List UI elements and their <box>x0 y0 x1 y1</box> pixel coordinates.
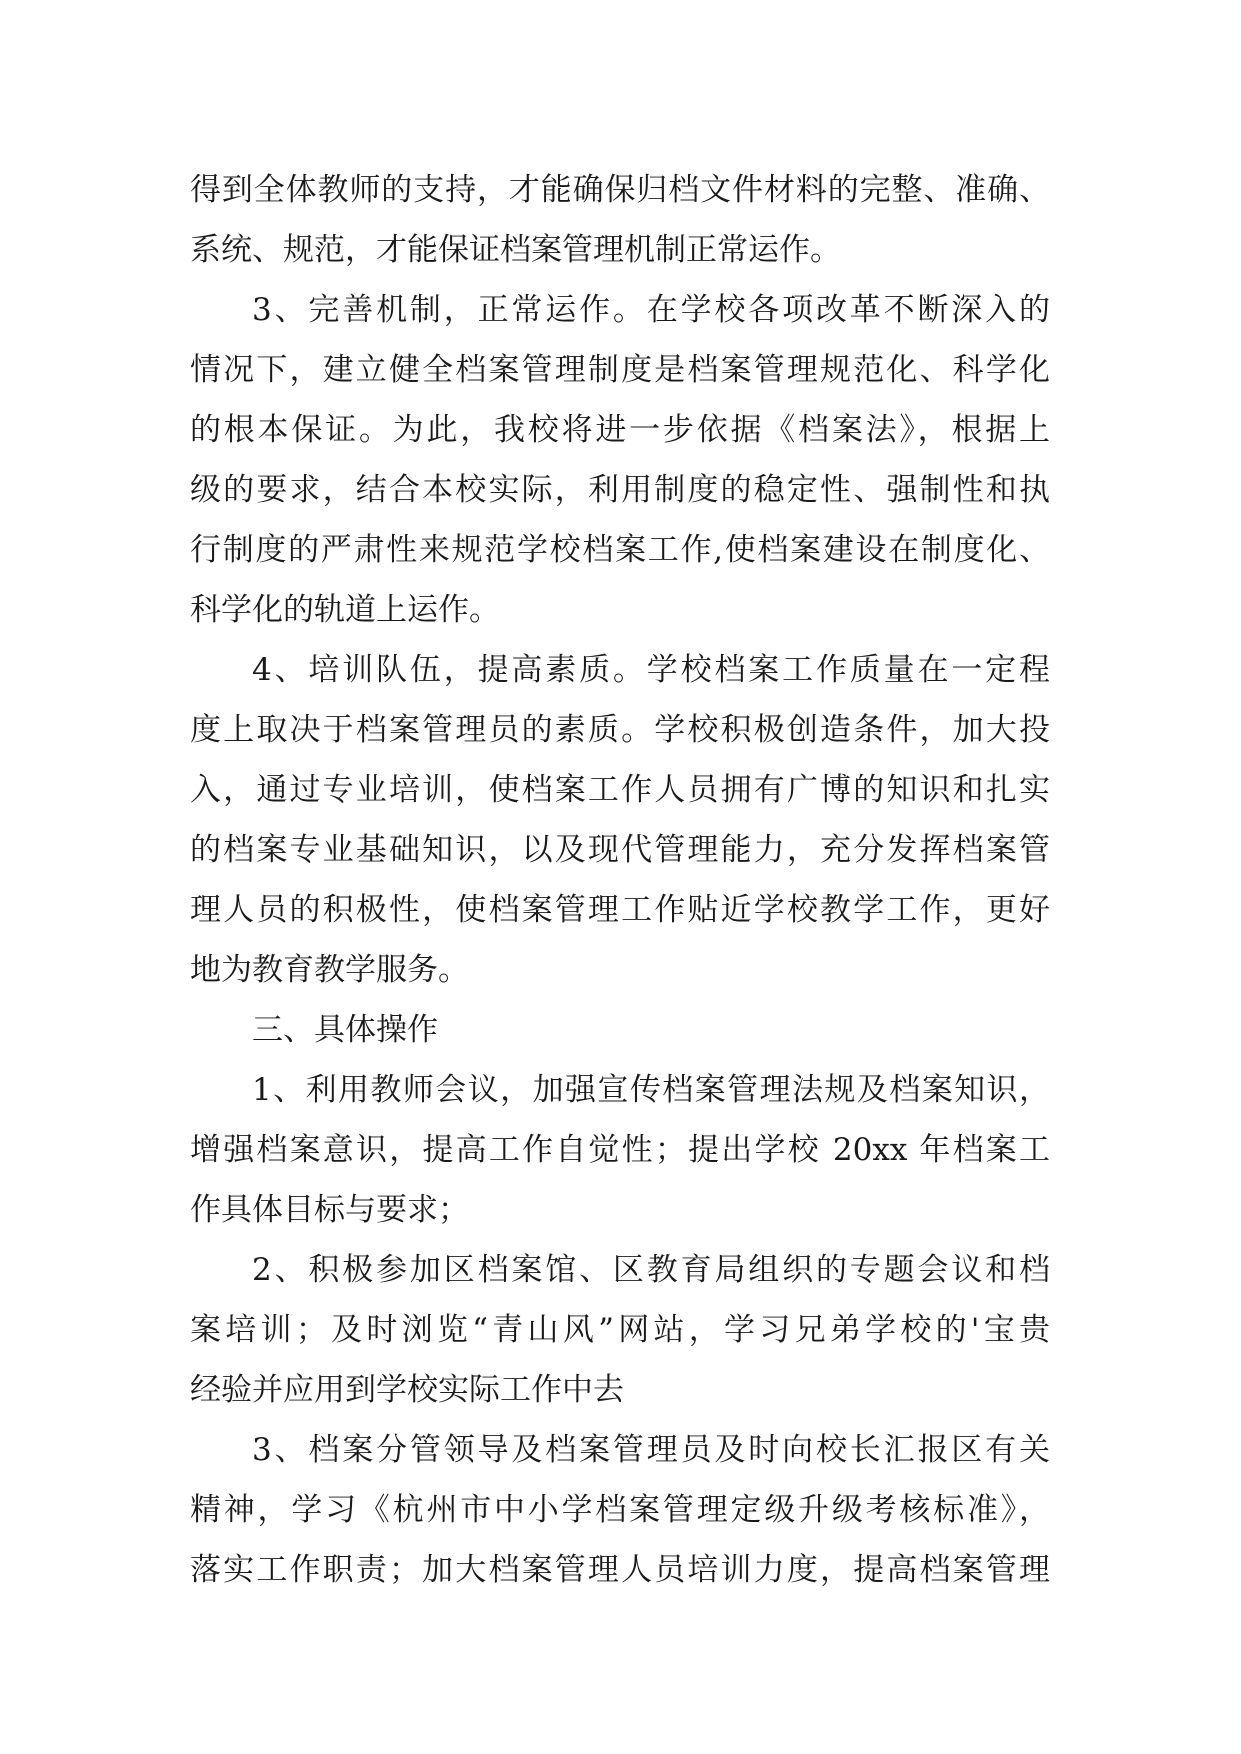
text-line: 得到全体教师的支持，才能确保归档文件材料的完整、准确、 <box>190 172 1050 208</box>
text-line: 级的要求，结合本校实际，利用制度的稳定性、强制性和执 <box>190 472 1050 508</box>
text-line: 3、完善机制，正常运作。在学校各项改革不断深入的 <box>252 292 1050 328</box>
text-line: 情况下，建立健全档案管理制度是档案管理规范化、科学化 <box>190 352 1050 388</box>
text-line: 4、培训队伍，提高素质。学校档案工作质量在一定程 <box>252 652 1050 688</box>
text-line: 精神，学习《杭州市中小学档案管理定级升级考核标准》， <box>190 1492 1050 1528</box>
text-line: 入，通过专业培训，使档案工作人员拥有广博的知识和扎实 <box>190 772 1050 808</box>
document-body <box>190 160 1050 1600</box>
text-line: 理人员的积极性，使档案管理工作贴近学校教学工作，更好 <box>190 892 1050 928</box>
section-heading: 三、具体操作 <box>252 1012 438 1048</box>
text-line: 1、利用教师会议，加强宣传档案管理法规及档案知识， <box>252 1072 1050 1108</box>
text-line: 落实工作职责；加大档案管理人员培训力度，提高档案管理 <box>190 1552 1050 1588</box>
text-line: 系统、规范，才能保证档案管理机制正常运作。 <box>190 232 841 268</box>
text-line: 的根本保证。为此，我校将进一步依据《档案法》，根据上 <box>190 412 1050 448</box>
text-line: 增强档案意识，提高工作自觉性；提出学校 20xx 年档案工 <box>190 1132 1050 1168</box>
text-line: 经验并应用到学校实际工作中去 <box>190 1372 624 1408</box>
text-line: 3、档案分管领导及档案管理员及时向校长汇报区有关 <box>252 1432 1050 1468</box>
text-line: 地为教育教学服务。 <box>190 952 469 988</box>
text-line: 度上取决于档案管理员的素质。学校积极创造条件，加大投 <box>190 712 1050 748</box>
text-line: 行制度的严肃性来规范学校档案工作,使档案建设在制度化、 <box>190 532 1050 568</box>
text-line: 2、积极参加区档案馆、区教育局组织的专题会议和档 <box>252 1252 1050 1288</box>
text-line: 科学化的轨道上运作。 <box>190 592 500 628</box>
text-line: 案培训；及时浏览“青山风”网站，学习兄弟学校的'宝贵 <box>190 1312 1050 1348</box>
text-line: 的档案专业基础知识，以及现代管理能力，充分发挥档案管 <box>190 832 1050 868</box>
text-line: 作具体目标与要求； <box>190 1192 469 1228</box>
